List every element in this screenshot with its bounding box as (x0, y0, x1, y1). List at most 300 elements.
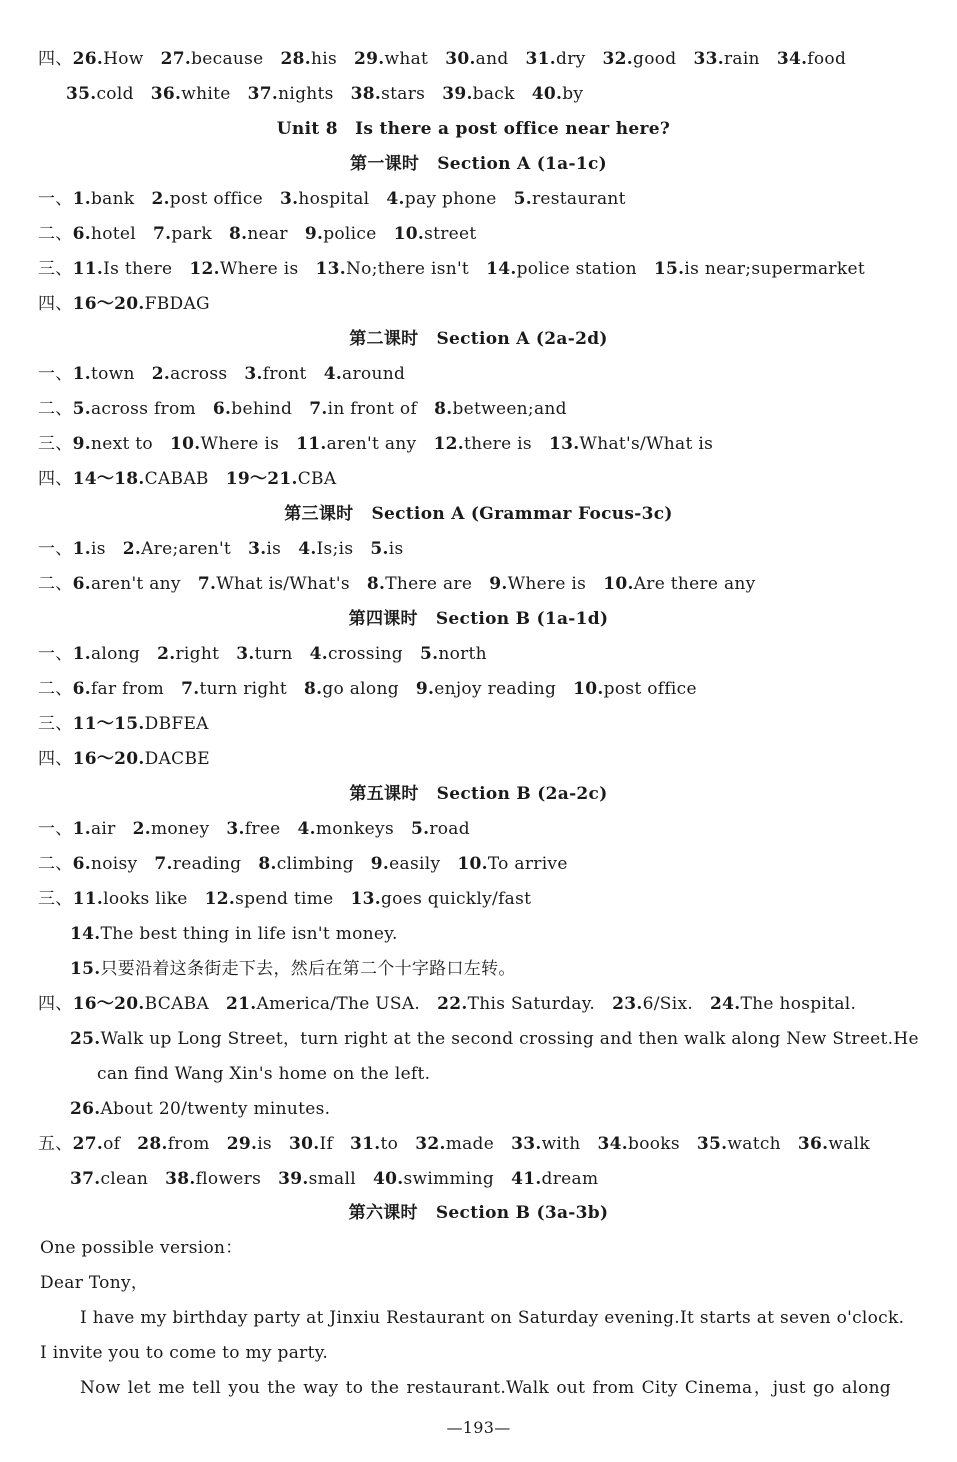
answer-text: park (171, 224, 212, 244)
letter-intro: One possible version： (40, 1238, 243, 1258)
answer-text: across (170, 364, 228, 384)
answer-text: is (257, 1134, 272, 1154)
question-number: 2. (151, 189, 170, 209)
answer-item (70, 924, 398, 944)
answer-item (226, 819, 280, 839)
answer-item (612, 994, 693, 1014)
answer-text: goes quickly/fast (381, 889, 532, 909)
answer-item (73, 259, 173, 279)
answer-text: FBDAG (144, 294, 210, 314)
answer-item (73, 539, 106, 559)
answer-item (305, 224, 377, 244)
answer-item (777, 49, 846, 69)
answer-item (420, 644, 487, 664)
answer-text: can find Wang Xin's home on the left. (97, 1064, 431, 1084)
answer-text: what (384, 49, 429, 69)
answer-line (38, 293, 210, 315)
answer-text: near (247, 224, 288, 244)
part-label: 三、 (38, 889, 73, 909)
answer-item (350, 1134, 398, 1154)
question-number: 37. (247, 84, 279, 104)
question-number: 8. (434, 399, 453, 419)
answer-item (157, 644, 219, 664)
question-number: 7. (154, 854, 173, 874)
answer-line (38, 713, 209, 735)
section-heading (0, 1202, 957, 1224)
answer-text: Where is (200, 434, 280, 454)
answer-item (70, 1099, 330, 1119)
question-number: 11～15. (72, 714, 145, 734)
answer-text: To arrive (487, 854, 568, 874)
section-en: Section B (1a-1d) (435, 609, 609, 629)
answer-item (151, 84, 231, 104)
answer-item (710, 994, 856, 1014)
part-label: 四、 (38, 294, 73, 314)
answer-line (38, 363, 405, 385)
section-heading (0, 783, 957, 805)
answer-item (123, 539, 231, 559)
answer-item (511, 1134, 580, 1154)
answer-item (324, 364, 405, 384)
answer-item (213, 399, 292, 419)
answer-text: books (628, 1134, 680, 1154)
question-number: 12. (433, 434, 464, 454)
question-number: 6. (72, 679, 91, 699)
answer-line (38, 398, 567, 420)
answer-line (70, 1028, 919, 1050)
answer-item (373, 1169, 494, 1189)
answer-item (73, 1134, 121, 1154)
answer-text: post office (169, 189, 264, 209)
answer-text: north (438, 644, 487, 664)
answer-item (416, 679, 556, 699)
answer-line (97, 1063, 430, 1085)
answer-item (457, 854, 567, 874)
section-cn: 第六课时 (348, 1203, 418, 1223)
answer-item (248, 539, 281, 559)
question-number: 14. (486, 259, 517, 279)
section-en: Section A (1a-1c) (437, 154, 607, 174)
answer-item (549, 434, 713, 454)
answer-text: post office (603, 679, 697, 699)
answer-item (227, 1134, 272, 1154)
answer-text: About 20/twenty minutes. (100, 1099, 331, 1119)
answer-text: because (191, 49, 264, 69)
answer-text: around (342, 364, 406, 384)
answer-item (70, 1029, 919, 1049)
answer-text: If (319, 1134, 334, 1154)
answer-text: across from (90, 399, 196, 419)
answer-item (573, 679, 697, 699)
answer-text: is near;supermarket (684, 259, 865, 279)
answer-text: town (90, 364, 135, 384)
question-number: 3. (248, 539, 267, 559)
answer-text: restaurant (531, 189, 626, 209)
question-number: 10. (169, 434, 201, 454)
part-label: 一、 (38, 364, 73, 384)
answer-text: CABAB (144, 469, 209, 489)
question-number: 8. (229, 224, 248, 244)
answer-text: There are (385, 574, 473, 594)
question-number: 36. (150, 84, 182, 104)
answer-text: road (429, 819, 470, 839)
answer-text: is (266, 539, 282, 559)
answer-item (415, 1134, 494, 1154)
question-number: 25. (70, 1029, 101, 1049)
answer-line (38, 853, 568, 875)
part-label: 四、 (38, 49, 73, 69)
answer-item (70, 959, 516, 979)
question-number: 10. (603, 574, 634, 594)
question-number: 3. (280, 189, 299, 209)
question-number: 24. (710, 994, 741, 1014)
question-number: 15. (653, 259, 685, 279)
letter-paragraph-line: I invite you to come to my party. (40, 1343, 329, 1363)
answer-text: pay phone (404, 189, 497, 209)
question-number: 5. (72, 399, 91, 419)
question-number: 2. (157, 644, 176, 664)
answer-text: easily (389, 854, 441, 874)
question-number: 6. (72, 224, 91, 244)
question-number: 8. (366, 574, 386, 594)
answer-text: made (445, 1134, 495, 1154)
answer-line (38, 48, 846, 70)
question-number: 11. (72, 889, 104, 909)
answer-line (38, 993, 856, 1015)
answer-text: money (150, 819, 210, 839)
question-number: 3. (244, 364, 263, 384)
answer-line (38, 818, 470, 840)
answer-text: clean (100, 1169, 149, 1189)
answer-item (289, 1134, 333, 1154)
answer-text: DACBE (144, 749, 210, 769)
answer-text: looks like (103, 889, 188, 909)
question-number: 5. (513, 189, 532, 209)
answer-item (73, 189, 135, 209)
answer-text: 6/Six. (642, 994, 694, 1014)
answer-text: food (807, 49, 847, 69)
answer-item (152, 364, 228, 384)
section-cn: 第五课时 (349, 784, 419, 804)
answer-text: walk (828, 1134, 871, 1154)
question-number: 9. (304, 224, 324, 244)
question-number: 2. (122, 539, 142, 559)
answer-text: is (388, 539, 404, 559)
question-number: 1. (72, 539, 91, 559)
part-label: 二、 (38, 399, 73, 419)
answer-item (354, 49, 428, 69)
question-number: 5. (410, 819, 430, 839)
question-number: 39. (442, 84, 473, 104)
question-number: 28. (137, 1134, 168, 1154)
question-number: 1. (72, 189, 91, 209)
question-number: 31. (525, 49, 557, 69)
answer-text: Where is (219, 259, 299, 279)
answer-text: rain (723, 49, 760, 69)
answer-item (133, 819, 210, 839)
section-heading (0, 608, 957, 630)
answer-item (654, 259, 865, 279)
part-label: 一、 (38, 539, 73, 559)
section-en: Section A (2a-2d) (436, 329, 608, 349)
question-number: 9. (72, 434, 91, 454)
answer-text: climbing (276, 854, 354, 874)
answer-item (514, 189, 626, 209)
answer-line (66, 83, 583, 105)
section-cn: 第三课时 (284, 504, 354, 524)
answer-text: BCABA (144, 994, 210, 1014)
answer-item (532, 84, 584, 104)
part-label: 四、 (38, 469, 73, 489)
answer-text: Are there any (633, 574, 756, 594)
answer-text: right (175, 644, 220, 664)
part-label: 三、 (38, 434, 73, 454)
answer-item (370, 539, 403, 559)
answer-item (73, 574, 181, 594)
answer-item (73, 679, 165, 699)
answer-text: crossing (327, 644, 403, 664)
question-number: 22. (437, 994, 468, 1014)
part-label: 二、 (38, 679, 73, 699)
answer-item (97, 1064, 430, 1084)
answer-text: street (424, 224, 477, 244)
answer-text: The best thing in life isn't money. (100, 924, 398, 944)
answer-text: police (323, 224, 377, 244)
answer-item (280, 189, 369, 209)
question-number: 38. (165, 1169, 196, 1189)
answer-item (526, 49, 586, 69)
answer-item (226, 994, 420, 1014)
answer-item (66, 84, 134, 104)
answer-line (38, 433, 713, 455)
answer-item (603, 49, 677, 69)
answer-text: by (562, 84, 584, 104)
question-number: 6. (212, 399, 232, 419)
question-number: 33. (693, 49, 724, 69)
answer-item (229, 224, 288, 244)
answer-text: monkeys (315, 819, 394, 839)
question-number: 33. (511, 1134, 542, 1154)
answer-item (281, 49, 338, 69)
answer-item (437, 994, 595, 1014)
answer-text: America/The USA. (256, 994, 421, 1014)
section-cn: 第四课时 (348, 609, 418, 629)
answer-item (198, 574, 350, 594)
answer-text: air (90, 819, 116, 839)
answer-item (298, 819, 394, 839)
answer-line (38, 643, 487, 665)
answer-item (511, 1169, 598, 1189)
question-number: 32. (602, 49, 634, 69)
question-number: 40. (372, 1169, 404, 1189)
answer-item (697, 1134, 781, 1154)
answer-text: from (167, 1134, 210, 1154)
answer-line (38, 573, 756, 595)
question-number: 10. (573, 679, 604, 699)
question-number: 23. (612, 994, 643, 1014)
answer-item (411, 819, 470, 839)
answer-item (351, 84, 426, 104)
question-number: 15. (70, 959, 101, 979)
answer-text: his (311, 49, 338, 69)
part-label: 一、 (38, 189, 73, 209)
question-number: 37. (70, 1169, 101, 1189)
answer-item (153, 224, 212, 244)
answer-item (73, 294, 210, 314)
answer-text: swimming (403, 1169, 495, 1189)
question-number: 9. (370, 854, 390, 874)
answer-item (798, 1134, 870, 1154)
question-number: 30. (445, 49, 476, 69)
answer-item (73, 994, 209, 1014)
question-number: 6. (72, 854, 91, 874)
answer-text: white (181, 84, 231, 104)
answer-text: 只要沿着这条街走下去，然后在第二个十字路口左转。 (100, 959, 516, 979)
answer-text: Is;is (316, 539, 354, 559)
question-number: 7. (197, 574, 217, 594)
answer-item (371, 854, 441, 874)
question-number: 2. (132, 819, 151, 839)
answer-text: aren't any (90, 574, 181, 594)
question-number: 16～20. (72, 749, 145, 769)
question-number: 12. (189, 259, 220, 279)
answer-text: aren't any (326, 434, 417, 454)
answer-line (70, 1098, 330, 1120)
answer-text: flowers (195, 1169, 262, 1189)
answer-item (351, 889, 532, 909)
answer-line (38, 188, 626, 210)
answer-item (73, 469, 209, 489)
answer-text: and (475, 49, 509, 69)
question-number: 35. (66, 84, 97, 104)
question-number: 13. (548, 434, 580, 454)
answer-line (70, 1168, 598, 1190)
answer-item (248, 84, 334, 104)
answer-text: hospital (298, 189, 370, 209)
part-label: 一、 (38, 819, 73, 839)
answer-text: noisy (90, 854, 138, 874)
answer-text: spend time (235, 889, 334, 909)
answer-line (38, 678, 697, 700)
question-number: 6. (72, 574, 91, 594)
answer-text: watch (727, 1134, 781, 1154)
answer-item (486, 259, 637, 279)
answer-item (598, 1134, 680, 1154)
question-number: 3. (236, 644, 255, 664)
answer-text: cold (96, 84, 134, 104)
answer-item (236, 644, 292, 664)
answer-line (38, 538, 404, 560)
answer-text: good (633, 49, 677, 69)
answer-item (73, 644, 141, 664)
answer-item (73, 749, 210, 769)
answer-text: What's/What is (579, 434, 714, 454)
question-number: 4. (309, 644, 328, 664)
answer-item (73, 399, 196, 419)
letter-text: Now let me tell you the way to the restaurant.Walk out from City Cinema，just go along (80, 1378, 891, 1398)
answer-text: free (244, 819, 281, 839)
question-number: 28. (280, 49, 312, 69)
section-heading (0, 328, 957, 350)
page-number: —193— (446, 1418, 511, 1437)
answer-line (38, 888, 531, 910)
answer-text: turn (254, 644, 293, 664)
answer-text: front (262, 364, 307, 384)
answer-text: How (103, 49, 144, 69)
answer-item (298, 539, 353, 559)
question-number: 10. (393, 224, 425, 244)
part-label: 二、 (38, 574, 73, 594)
question-number: 1. (72, 364, 91, 384)
question-number: 7. (309, 399, 328, 419)
part-label: 二、 (38, 224, 73, 244)
answer-text: Is there (103, 259, 173, 279)
answer-item (258, 854, 353, 874)
answer-text: dream (541, 1169, 599, 1189)
letter-paragraph-line (40, 1307, 905, 1329)
answer-item (394, 224, 477, 244)
section-heading (0, 503, 957, 525)
question-number: 14. (70, 924, 101, 944)
question-number: 14～18. (72, 469, 145, 489)
answer-text: back (472, 84, 515, 104)
answer-item (244, 364, 306, 384)
part-label: 五、 (38, 1134, 73, 1154)
answer-item (367, 574, 472, 594)
answer-item (386, 189, 496, 209)
answer-text: to (380, 1134, 399, 1154)
answer-text: This Saturday. (467, 994, 596, 1014)
section-cn: 第一课时 (350, 154, 420, 174)
answer-item (70, 1169, 148, 1189)
letter-paragraph-line (40, 1377, 891, 1399)
answer-item (181, 679, 287, 699)
question-number: 4. (323, 364, 343, 384)
question-number: 11. (72, 259, 104, 279)
letter-greeting: Dear Tony， (40, 1273, 149, 1293)
answer-text: Where is (507, 574, 587, 594)
question-number: 21. (226, 994, 257, 1014)
answer-line (38, 223, 477, 245)
section-heading (0, 153, 957, 175)
answer-item (73, 49, 144, 69)
answer-item (310, 644, 403, 664)
answer-text: stars (381, 84, 426, 104)
answer-item (445, 49, 508, 69)
answer-item (603, 574, 755, 594)
answer-item (73, 889, 188, 909)
answer-item (73, 364, 135, 384)
answer-item (693, 49, 759, 69)
question-number: 29. (354, 49, 385, 69)
answer-item (434, 399, 567, 419)
question-number: 16～20. (72, 294, 145, 314)
answer-item (73, 714, 209, 734)
answer-text: bank (90, 189, 135, 209)
question-number: 31. (350, 1134, 381, 1154)
answer-item (304, 679, 399, 699)
question-number: 7. (152, 224, 172, 244)
question-number: 40. (531, 84, 563, 104)
answer-item (316, 259, 470, 279)
question-number: 26. (70, 1099, 101, 1119)
answer-text: there is (463, 434, 532, 454)
answer-text: dry (556, 49, 586, 69)
part-label: 二、 (38, 854, 73, 874)
question-number: 26. (72, 49, 104, 69)
question-number: 12. (204, 889, 236, 909)
answer-text: next to (90, 434, 153, 454)
